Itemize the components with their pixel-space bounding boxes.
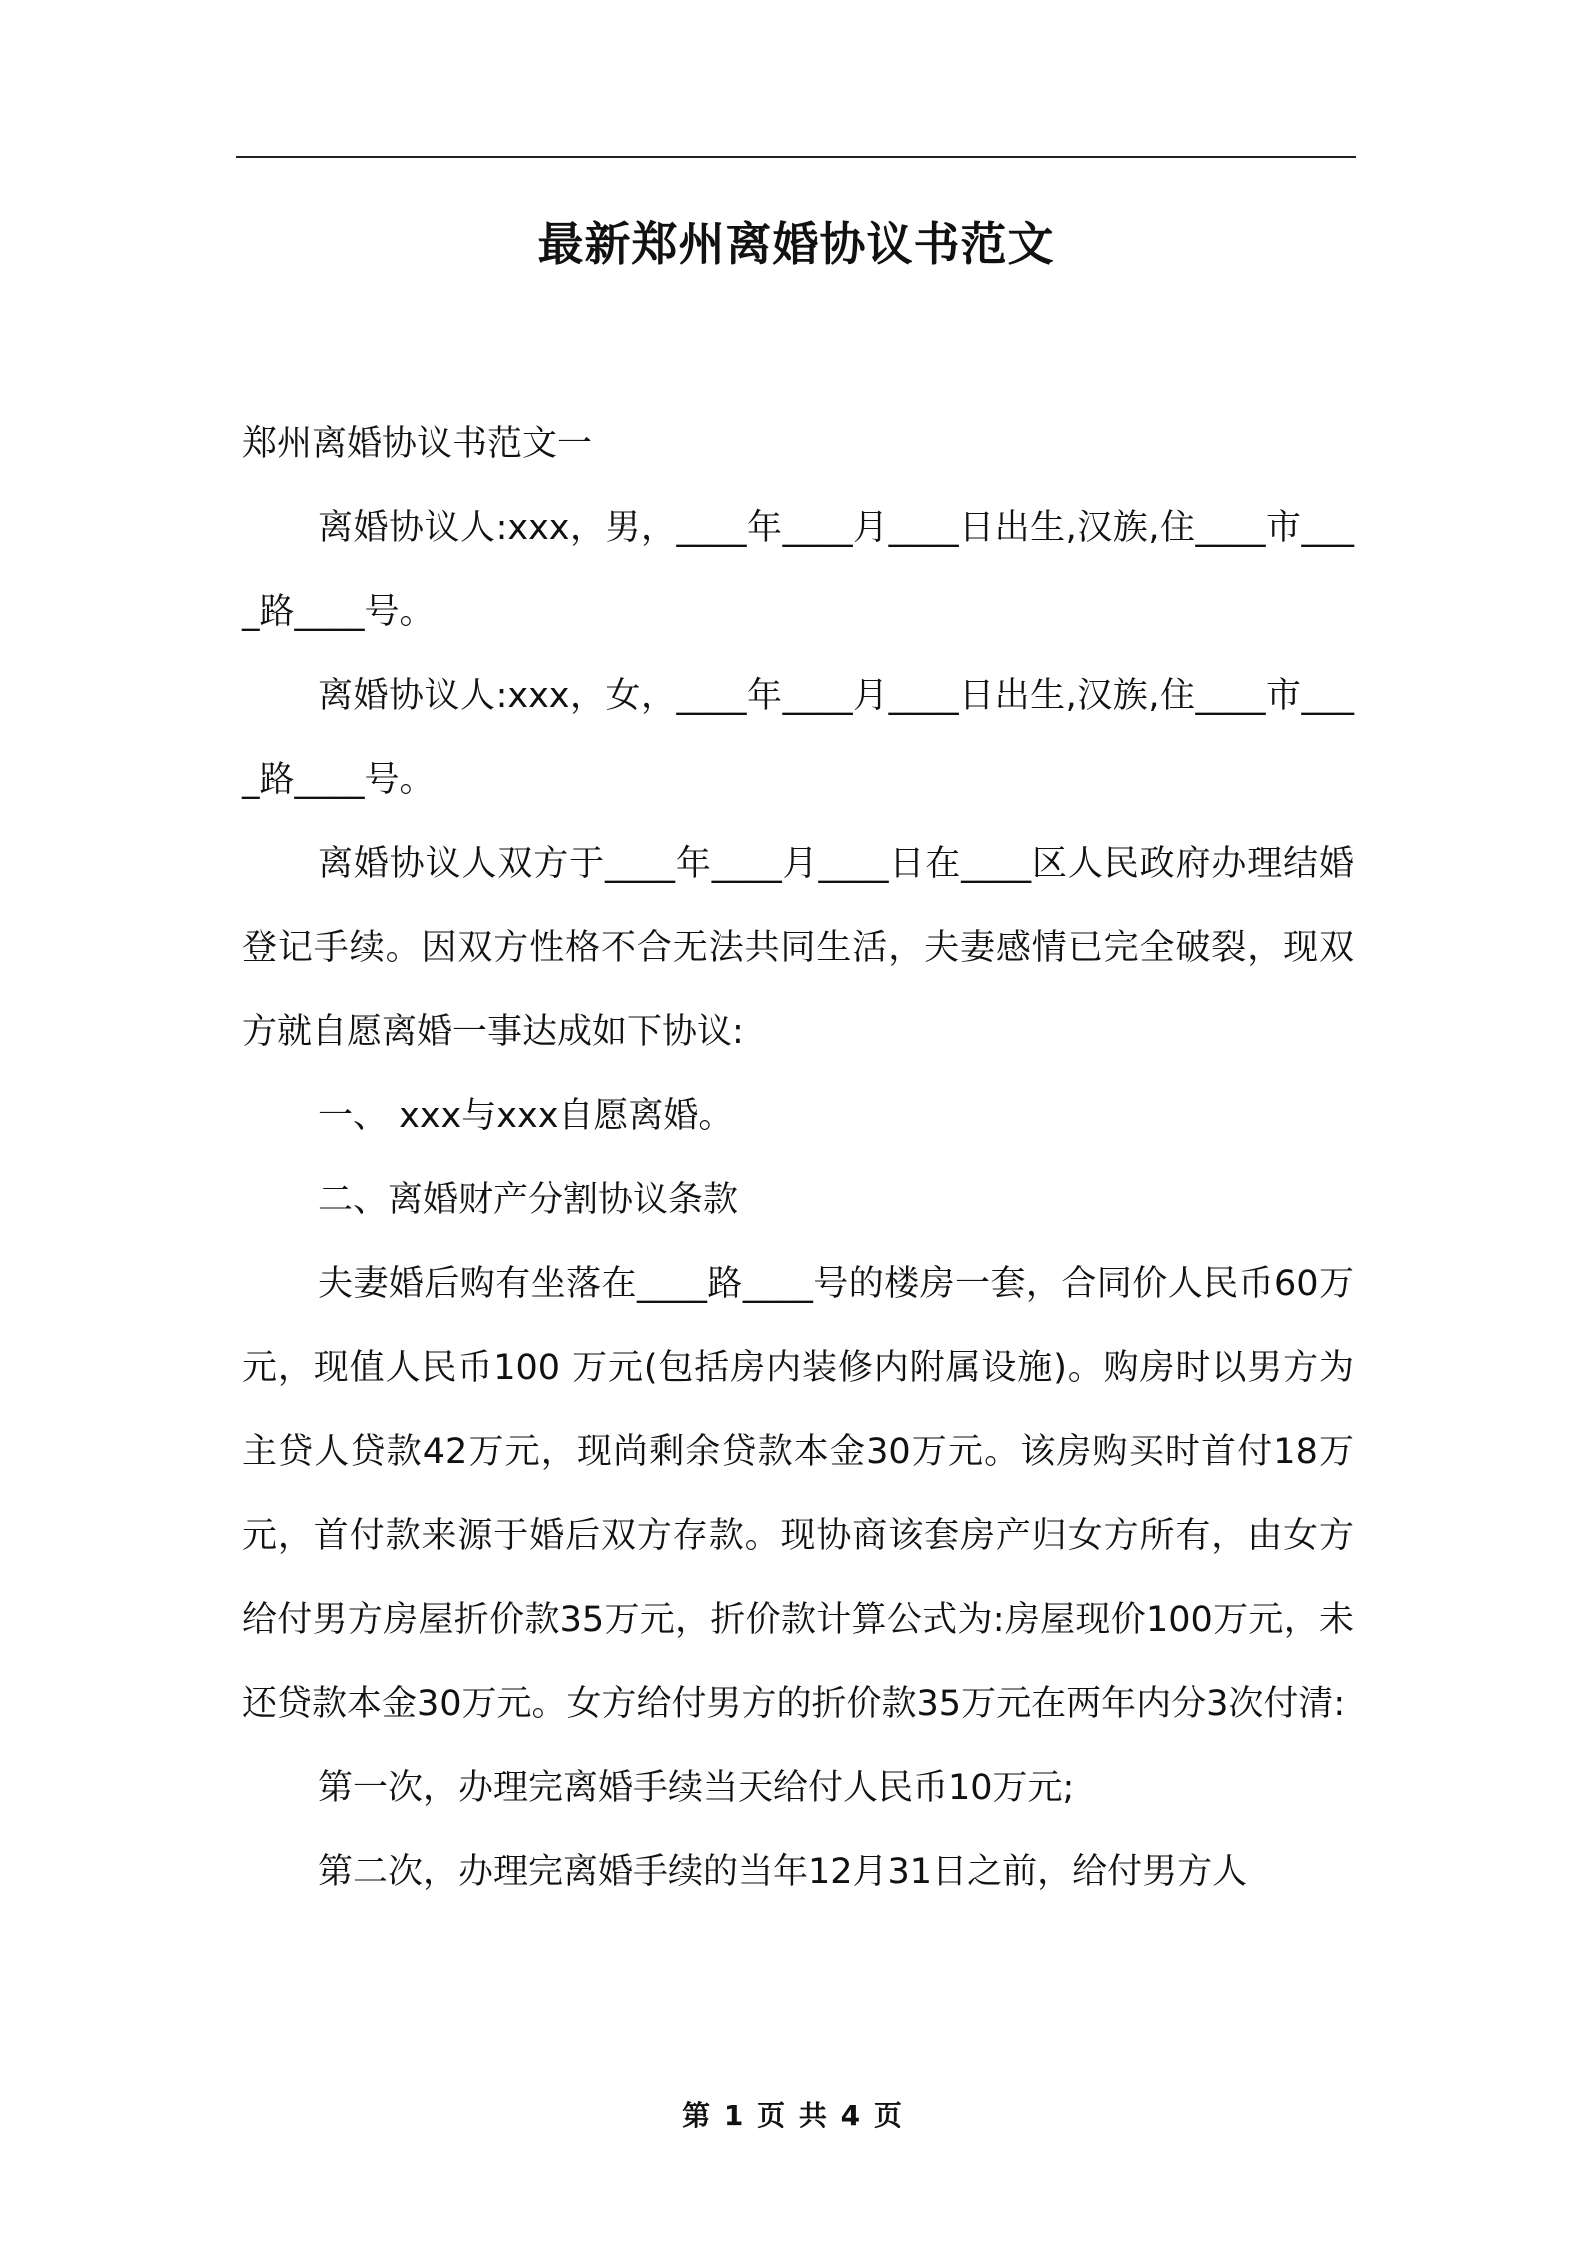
section-heading: 郑州离婚协议书范文一 [242, 424, 593, 464]
paragraph-party-male: 离婚协议人:xxx，男，____年____月____日出生,汉族,住____市____路____号。 [242, 508, 1354, 632]
paragraph-marriage-registration: 离婚协议人双方于____年____月____日在____区人民政府办理结婚登记手续。因双方性格不合无法共同生活，夫妻感情已完全破裂，现双方就自愿离婚一事达成如下协议: [242, 844, 1354, 1052]
paragraph-clause-two-heading: 二、离婚财产分割协议条款 [318, 1180, 739, 1220]
paragraph-second-payment: 第二次，办理完离婚手续的当年12月31日之前，给付男方人 [318, 1852, 1248, 1892]
document-body [242, 402, 1354, 1914]
page-number-footer: 第 1 页 共 4 页 [682, 2099, 904, 2132]
paragraph-clause-one: 一、 xxx与xxx自愿离婚。 [318, 1096, 734, 1136]
header-rule [236, 156, 1356, 158]
document-title: 最新郑州离婚协议书范文 [537, 217, 1055, 271]
paragraph-first-payment: 第一次，办理完离婚手续当天给付人民币10万元; [318, 1768, 1075, 1808]
paragraph-property-division: 夫妻婚后购有坐落在____路____号的楼房一套，合同价人民币60万元，现值人民币100 万元(包括房内装修内附属设施)。购房时以男方为主贷人贷款42万元，现尚剩余贷款本金30万元。该房购买时首付18万元，首付款来源于婚后双方存款。现协商该套房产归女方所有，由女方给付男方房屋折价款35万元，折价款计算公式为:房屋现价100万元，未还贷款本金30万元。女方给付男方的折价款35万元在两年内分3次付清: [242, 1264, 1354, 1724]
paragraph-party-female: 离婚协议人:xxx，女，____年____月____日出生,汉族,住____市____路____号。 [242, 676, 1354, 800]
